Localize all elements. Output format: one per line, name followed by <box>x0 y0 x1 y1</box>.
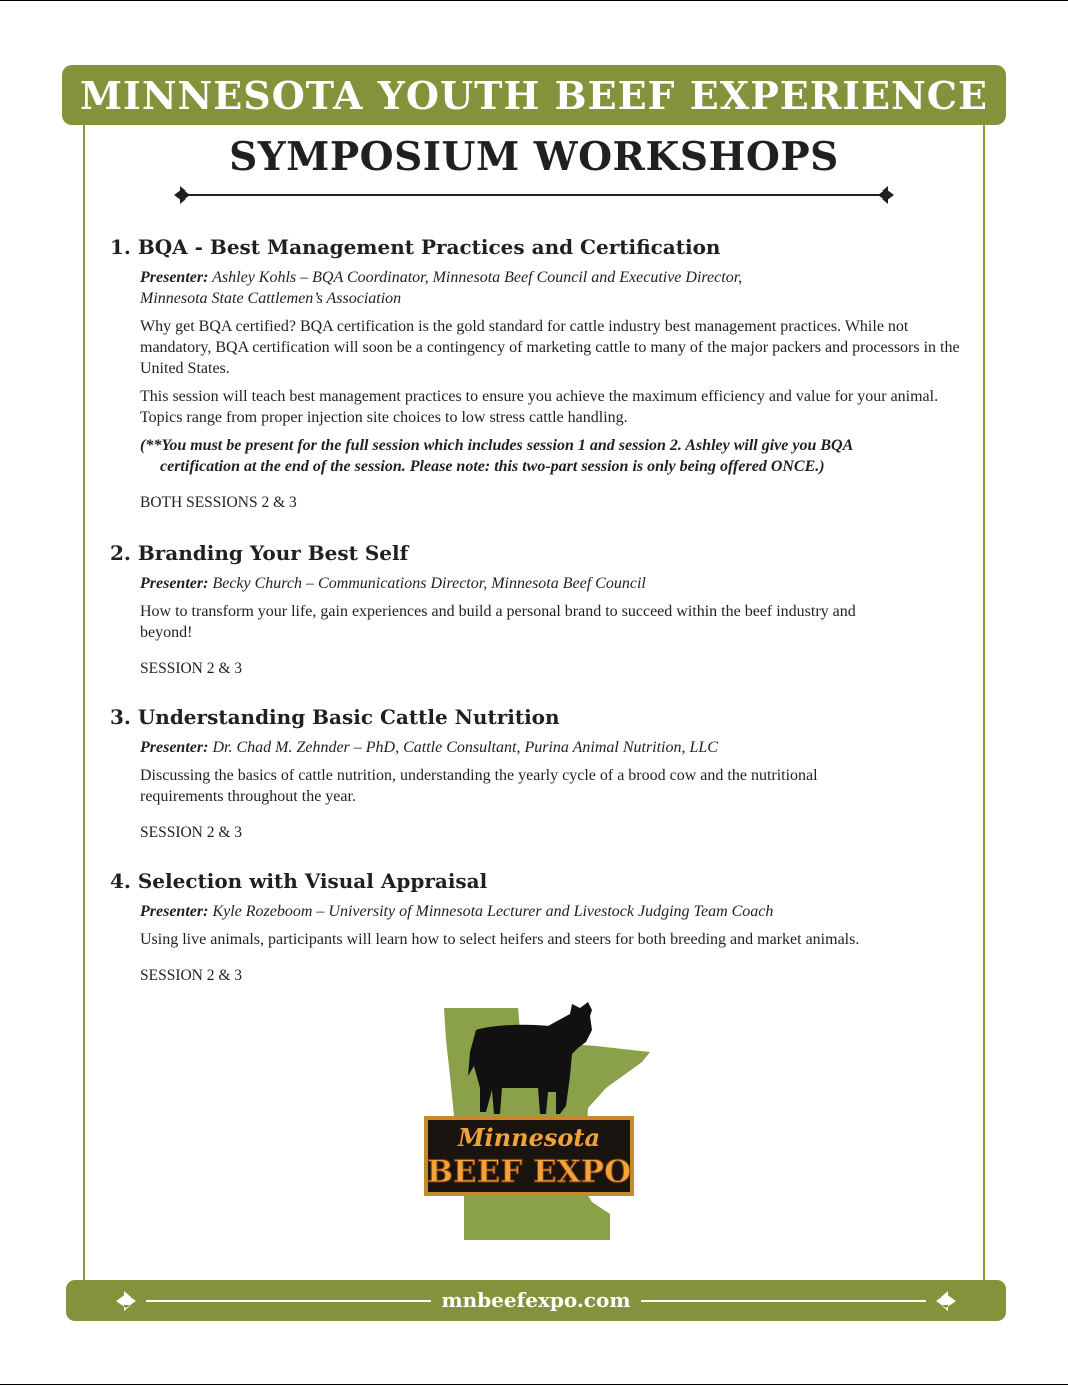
workshop-presenter <box>140 573 980 594</box>
workshop-branding <box>110 541 980 679</box>
workshop-presenter <box>140 267 980 309</box>
presenter-label: Presenter: <box>140 575 209 592</box>
workshop-bqa <box>110 235 980 513</box>
workshop-title: 3. Understanding Basic Cattle Nutrition <box>110 705 560 729</box>
presenter-name: Becky Church – Communications Director, Minnesota Beef Council <box>208 575 646 592</box>
presenter-name: Kyle Rozeboom – University of Minnesota Lecturer and Livestock Judging Team Coach <box>208 903 774 920</box>
fleur-ornament-icon <box>174 186 190 204</box>
workshop-title: 2. Branding Your Best Self <box>110 541 409 565</box>
workshop-description: This session will teach best management practices to ensure you achieve the maximum efficiency and value for your animal. Topics range from proper injection site choices to low stress cattle handling. <box>140 388 939 426</box>
footer-url-link[interactable]: mnbeefexpo.com <box>431 1288 640 1312</box>
presenter-label: Presenter: <box>140 739 209 756</box>
workshop-presenter <box>140 737 980 758</box>
workshop-session: SESSION 2 & 3 <box>140 824 243 841</box>
presenter-name: Ashley Kohls – BQA Coordinator, Minnesota Beef Council and Executive Director, <box>208 269 743 286</box>
workshop-visual-appraisal <box>110 869 980 986</box>
header-title: MINNESOTA YOUTH BEEF EXPERIENCE <box>79 72 988 118</box>
workshop-session: SESSION 2 & 3 <box>140 660 243 677</box>
workshop-description: Why get BQA certified? BQA certification is the gold standard for cattle industry best management practices. While not mandatory, BQA certification will soon be a contingency of marketing cattle to many of the major packers and processors in the United States. <box>140 318 960 377</box>
workshop-title: 4. Selection with Visual Appraisal <box>110 869 488 893</box>
workshop-session: BOTH SESSIONS 2 & 3 <box>140 494 297 511</box>
presenter-label: Presenter: <box>140 269 209 286</box>
page-top-edge <box>0 0 1068 1</box>
workshop-presenter <box>140 901 980 922</box>
page-title: SYMPOSIUM WORKSHOPS <box>229 134 839 180</box>
workshop-description: How to transform your life, gain experiences and build a personal brand to succeed within the beef industry and beyond! <box>140 603 856 641</box>
workshop-description: Using live animals, participants will learn how to select heifers and steers for both breeding and market animals. <box>140 931 860 948</box>
workshop-note: (**You must be present for the full session which includes session 1 and session 2. Ashley will give you BQA certification at the end of the session. Please note: this two-part session is only being offered ONCE.) <box>140 437 853 475</box>
presenter-name: Dr. Chad M. Zehnder – PhD, Cattle Consultant, Purina Animal Nutrition, LLC <box>208 739 718 756</box>
fleur-ornament-icon <box>878 186 894 204</box>
header-banner <box>62 65 1006 125</box>
workshop-nutrition <box>110 705 980 843</box>
workshop-description: Discussing the basics of cattle nutrition, understanding the yearly cycle of a brood cow and the nutritional requirements throughout the year. <box>140 767 818 805</box>
footer-banner <box>66 1280 1006 1321</box>
workshop-title: 1. BQA - Best Management Practices and Certification <box>110 235 721 259</box>
footer-url-wrap <box>66 1288 1006 1312</box>
logo-line1: Minnesota <box>457 1123 601 1152</box>
logo-line2: BEEF EXPO <box>426 1154 632 1190</box>
presenter-affiliation: Minnesota State Cattlemen’s Association <box>140 290 402 307</box>
title-divider <box>170 182 898 208</box>
workshop-session: SESSION 2 & 3 <box>140 967 243 984</box>
minnesota-beef-expo-logo <box>420 996 652 1244</box>
page-bottom-edge <box>0 1384 1068 1385</box>
presenter-label: Presenter: <box>140 903 209 920</box>
